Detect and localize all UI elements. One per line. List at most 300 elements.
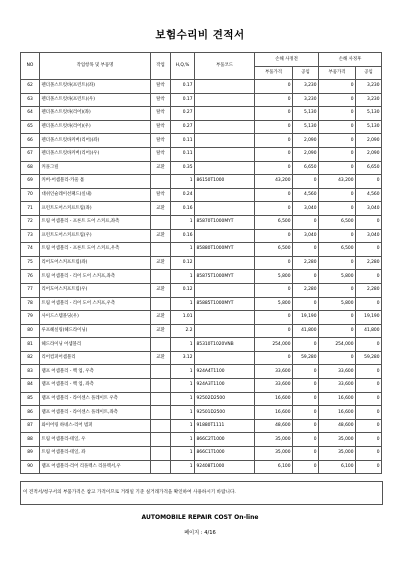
row-after-part-price: 0: [319, 188, 356, 202]
row-before-labor: 0: [293, 297, 319, 311]
row-part-code: 85875T1000MYT: [195, 270, 255, 284]
footer-note: 이 견적서/청구서의 부품가격은 참고 가격이므로 거래일 기준 실거래가격을 확인하여 사용하시기 바랍니다.: [20, 481, 383, 505]
table-row: [21, 243, 382, 257]
row-before-part-price: 16,600: [255, 392, 293, 406]
row-no: 86: [21, 406, 40, 420]
row-part-code: [195, 120, 255, 134]
row-item-name: 사이드스텝몰딩(우): [40, 311, 151, 325]
row-no: 84: [21, 379, 40, 393]
row-hq: 0.11: [171, 134, 195, 148]
table-row: [21, 311, 382, 325]
table-row: [21, 283, 382, 297]
row-no: 76: [21, 270, 40, 284]
row-before-labor: 0: [293, 406, 319, 420]
row-no: 63: [21, 93, 40, 107]
header-before-part-price: 부품가격: [255, 67, 293, 80]
row-before-labor: 0: [293, 392, 319, 406]
row-item-name: 트림 어셈블리-테일, 좌: [40, 447, 151, 461]
row-part-code: [195, 229, 255, 243]
row-work: 교환: [151, 351, 171, 365]
row-item-name: 펜더몰스트럿바(리어)(우): [40, 120, 151, 134]
row-after-labor: 0: [356, 215, 382, 229]
header-code: 부품코드: [195, 53, 255, 80]
row-work: 탈착: [151, 188, 171, 202]
row-hq: 0.27: [171, 107, 195, 121]
row-before-labor: 2,280: [293, 256, 319, 270]
row-after-part-price: 35,000: [319, 447, 356, 461]
row-after-part-price: 0: [319, 256, 356, 270]
row-after-part-price: 35,000: [319, 433, 356, 447]
row-before-part-price: 0: [255, 324, 293, 338]
row-hq: 1: [171, 447, 195, 461]
row-work: 교환: [151, 324, 171, 338]
row-after-labor: 3,040: [356, 229, 382, 243]
row-no: 83: [21, 365, 40, 379]
table-row: [21, 93, 382, 107]
row-item-name: 트림 어셈블리 - 프론트 도어 스커프,우측: [40, 243, 151, 257]
row-part-code: 85880T1000MYT: [195, 243, 255, 257]
row-before-labor: 0: [293, 243, 319, 257]
row-before-labor: 59,280: [293, 351, 319, 365]
row-before-labor: 3,230: [293, 80, 319, 94]
row-before-part-price: 5,800: [255, 297, 293, 311]
row-after-labor: 0: [356, 270, 382, 284]
header-work: 작업: [151, 53, 171, 80]
row-hq: 0.16: [171, 229, 195, 243]
row-before-labor: 0: [293, 460, 319, 474]
row-after-labor: 0: [356, 297, 382, 311]
row-item-name: 와이어링 하네스-리어 범퍼: [40, 419, 151, 433]
row-part-code: [195, 256, 255, 270]
row-work: 탈착: [151, 120, 171, 134]
table-row: [21, 80, 382, 94]
row-after-labor: 2,280: [356, 283, 382, 297]
row-no: 73: [21, 229, 40, 243]
row-after-part-price: 0: [319, 147, 356, 161]
row-no: 88: [21, 433, 40, 447]
row-after-labor: 0: [356, 447, 382, 461]
row-after-labor: 41,800: [356, 324, 382, 338]
row-before-part-price: 6,500: [255, 243, 293, 257]
row-part-code: [195, 147, 255, 161]
row-no: 67: [21, 147, 40, 161]
row-after-labor: 0: [356, 406, 382, 420]
row-hq: 0.16: [171, 202, 195, 216]
row-work: 교환: [151, 283, 171, 297]
row-no: 65: [21, 120, 40, 134]
row-after-labor: 0: [356, 392, 382, 406]
row-work: 교환: [151, 202, 171, 216]
row-work: 탈착: [151, 80, 171, 94]
row-hq: 3.12: [171, 351, 195, 365]
row-item-name: 펜더몰스트럿바커버(리어)(우): [40, 147, 151, 161]
row-hq: 0.27: [171, 120, 195, 134]
row-no: 80: [21, 324, 40, 338]
row-no: 87: [21, 419, 40, 433]
row-after-part-price: 0: [319, 324, 356, 338]
row-after-part-price: 0: [319, 107, 356, 121]
row-hq: 1: [171, 243, 195, 257]
row-part-code: [195, 188, 255, 202]
row-before-part-price: 35,000: [255, 447, 293, 461]
row-part-code: 92501D2500: [195, 406, 255, 420]
row-item-name: 펜더몰스트럿바커버(리어)(좌): [40, 134, 151, 148]
row-after-labor: 6,650: [356, 161, 382, 175]
row-after-labor: 3,230: [356, 80, 382, 94]
row-before-labor: 2,090: [293, 147, 319, 161]
row-hq: 1: [171, 460, 195, 474]
row-after-part-price: 33,600: [319, 365, 356, 379]
row-no: 68: [21, 161, 40, 175]
row-before-part-price: 0: [255, 134, 293, 148]
table-row: [21, 406, 382, 420]
row-before-part-price: 0: [255, 256, 293, 270]
row-hq: 1: [171, 406, 195, 420]
row-hq: 1: [171, 365, 195, 379]
row-item-name: 트림 어셈블리 - 리어 도어 스커프,좌측: [40, 270, 151, 284]
row-before-part-price: 33,600: [255, 365, 293, 379]
row-after-labor: 0: [356, 460, 382, 474]
row-after-part-price: 6,100: [319, 460, 356, 474]
row-after-labor: 0: [356, 175, 382, 189]
row-after-part-price: 254,000: [319, 338, 356, 352]
row-hq: 0.24: [171, 188, 195, 202]
row-before-part-price: 0: [255, 202, 293, 216]
row-after-labor: 3,040: [356, 202, 382, 216]
row-hq: 0.12: [171, 283, 195, 297]
row-before-part-price: 0: [255, 188, 293, 202]
row-before-labor: 5,130: [293, 107, 319, 121]
row-work: 탈착: [151, 93, 171, 107]
row-before-labor: 3,040: [293, 202, 319, 216]
table-row: [21, 256, 382, 270]
row-part-code: [195, 134, 255, 148]
row-before-part-price: 0: [255, 80, 293, 94]
row-no: 82: [21, 351, 40, 365]
row-item-name: 램프 어셈블리 - 라이센스 플레이트,좌측: [40, 406, 151, 420]
table-row: [21, 392, 382, 406]
row-before-labor: 2,090: [293, 134, 319, 148]
row-after-part-price: 0: [319, 120, 356, 134]
row-item-name: 램프 어셈블리-리어 리플렉스 리플렉서,우: [40, 460, 151, 474]
row-hq: 1: [171, 215, 195, 229]
row-part-code: 866C2T1000: [195, 433, 255, 447]
row-part-code: 85885T1000MYT: [195, 297, 255, 311]
row-after-labor: 2,090: [356, 134, 382, 148]
row-after-part-price: 0: [319, 202, 356, 216]
row-no: 74: [21, 243, 40, 257]
row-before-part-price: 0: [255, 161, 293, 175]
row-part-code: [195, 283, 255, 297]
row-before-labor: 0: [293, 175, 319, 189]
row-before-labor: 3,230: [293, 93, 319, 107]
row-before-part-price: 0: [255, 229, 293, 243]
header-damage-after: 손해 사정후: [319, 53, 382, 67]
row-work: 교환: [151, 229, 171, 243]
row-after-part-price: 0: [319, 229, 356, 243]
table-row: [21, 270, 382, 284]
row-before-part-price: 0: [255, 120, 293, 134]
header-damage-before: 손해 사정전: [255, 53, 319, 67]
row-item-name: 펜더몰스트럿바(프런트)(우): [40, 93, 151, 107]
row-before-labor: 3,040: [293, 229, 319, 243]
row-no: 89: [21, 447, 40, 461]
row-part-code: [195, 93, 255, 107]
row-work: 탈착: [151, 107, 171, 121]
row-part-code: [195, 351, 255, 365]
header-after-labor: 공임: [356, 67, 382, 80]
row-after-part-price: 0: [319, 80, 356, 94]
row-before-labor: 0: [293, 338, 319, 352]
row-part-code: 866C1T1000: [195, 447, 255, 461]
row-no: 75: [21, 256, 40, 270]
table-row: [21, 338, 382, 352]
page-title: 보험수리비 견적서: [155, 29, 245, 41]
row-no: 62: [21, 80, 40, 94]
row-hq: 1: [171, 419, 195, 433]
row-after-labor: 0: [356, 365, 382, 379]
row-after-part-price: 6,500: [319, 215, 356, 229]
row-before-part-price: 0: [255, 351, 293, 365]
row-work: [151, 447, 171, 461]
row-work: [151, 243, 171, 257]
row-after-labor: 5,130: [356, 120, 382, 134]
row-after-part-price: 16,600: [319, 392, 356, 406]
row-item-name: 펜더몰스트럿바(리어)(좌): [40, 107, 151, 121]
row-before-labor: 41,800: [293, 324, 319, 338]
row-work: [151, 406, 171, 420]
row-after-labor: 4,560: [356, 188, 382, 202]
row-work: [151, 175, 171, 189]
row-part-code: 924A4T1100: [195, 365, 255, 379]
table-row: [21, 202, 382, 216]
row-before-labor: 19,190: [293, 311, 319, 325]
row-before-labor: 0: [293, 433, 319, 447]
row-part-code: [195, 311, 255, 325]
row-no: 81: [21, 338, 40, 352]
row-part-code: 86150T1000: [195, 175, 255, 189]
row-before-part-price: 0: [255, 93, 293, 107]
row-part-code: [195, 324, 255, 338]
row-item-name: 리어컴퍼어셈블리: [40, 351, 151, 365]
row-hq: 1.01: [171, 311, 195, 325]
row-hq: 0.17: [171, 93, 195, 107]
header-after-part-price: 부품가격: [319, 67, 356, 80]
page-number: 페이지 : 4/16: [184, 530, 216, 536]
row-before-part-price: 35,000: [255, 433, 293, 447]
row-work: 탈착: [151, 134, 171, 148]
row-work: [151, 297, 171, 311]
row-part-code: [195, 202, 255, 216]
row-no: 77: [21, 283, 40, 297]
row-before-part-price: 33,600: [255, 379, 293, 393]
table-row: [21, 447, 382, 461]
row-no: 69: [21, 175, 40, 189]
row-after-part-price: 16,600: [319, 406, 356, 420]
table-row: [21, 120, 382, 134]
row-before-part-price: 0: [255, 107, 293, 121]
row-after-labor: 2,090: [356, 147, 382, 161]
header-item: 작업항목 및 부품명: [40, 53, 151, 80]
table-row: [21, 107, 382, 121]
table-row: [21, 161, 382, 175]
row-part-code: [195, 161, 255, 175]
row-item-name: 램프 어셈블리 - 백 업, 우측: [40, 365, 151, 379]
row-work: [151, 365, 171, 379]
row-before-labor: 0: [293, 365, 319, 379]
row-before-labor: 2,280: [293, 283, 319, 297]
table-row: [21, 215, 382, 229]
header-before-labor: 공임: [293, 67, 319, 80]
row-before-labor: 0: [293, 419, 319, 433]
row-before-part-price: 6,500: [255, 215, 293, 229]
row-work: 교환: [151, 161, 171, 175]
row-part-code: 92408T1000: [195, 460, 255, 474]
row-after-part-price: 5,800: [319, 297, 356, 311]
table-row: [21, 175, 382, 189]
row-after-part-price: 0: [319, 351, 356, 365]
row-item-name: 트림 어셈블리 - 리어 도어 스커프,우측: [40, 297, 151, 311]
row-no: 90: [21, 460, 40, 474]
row-work: [151, 379, 171, 393]
header-no: NO: [21, 53, 40, 80]
row-after-labor: 0: [356, 419, 382, 433]
row-before-labor: 0: [293, 215, 319, 229]
row-hq: 1: [171, 270, 195, 284]
row-hq: 0.17: [171, 80, 195, 94]
table-row: [21, 229, 382, 243]
row-before-part-price: 43,200: [255, 175, 293, 189]
row-hq: 1: [171, 379, 195, 393]
row-work: 교환: [151, 256, 171, 270]
row-item-name: 프런트도어스커프트립(우): [40, 229, 151, 243]
row-item-name: 램프 어셈블리 - 백 업, 좌측: [40, 379, 151, 393]
row-part-code: 85870T1000MYT: [195, 215, 255, 229]
table-row: [21, 433, 382, 447]
row-hq: 1: [171, 433, 195, 447]
row-hq: 2.2: [171, 324, 195, 338]
row-after-part-price: 0: [319, 161, 356, 175]
row-no: 79: [21, 311, 40, 325]
table-row: [21, 379, 382, 393]
table-row: [21, 351, 382, 365]
row-item-name: 펜더몰스트럿바(프런트)(좌): [40, 80, 151, 94]
row-after-part-price: 0: [319, 93, 356, 107]
row-item-name: 트림 어셈블리-테일, 우: [40, 433, 151, 447]
row-before-labor: 4,560: [293, 188, 319, 202]
brand-label: AUTOMOBILE REPAIR COST On-line: [141, 514, 259, 521]
row-work: [151, 215, 171, 229]
row-after-labor: 0: [356, 379, 382, 393]
row-after-labor: 2,280: [356, 256, 382, 270]
table-row: [21, 365, 382, 379]
row-work: 탈착: [151, 147, 171, 161]
row-after-part-price: 0: [319, 134, 356, 148]
row-before-part-price: 48,600: [255, 419, 293, 433]
row-before-part-price: 6,100: [255, 460, 293, 474]
row-after-labor: 0: [356, 243, 382, 257]
row-hq: 0.11: [171, 147, 195, 161]
table-row: [21, 297, 382, 311]
table-row: [21, 324, 382, 338]
row-item-name: 헤드라이닝 어셈블리: [40, 338, 151, 352]
row-after-part-price: 6,500: [319, 243, 356, 257]
row-item-name: 리어도어스커프트립(좌): [40, 256, 151, 270]
row-item-name: 커버-어셈블리-카울 톱: [40, 175, 151, 189]
table-row: [21, 134, 382, 148]
row-part-code: 92502D2500: [195, 392, 255, 406]
table-row: [21, 188, 382, 202]
table-row: [21, 147, 382, 161]
row-after-labor: 3,230: [356, 93, 382, 107]
row-before-part-price: 0: [255, 311, 293, 325]
row-item-name: 리어도어스커프트립(우): [40, 283, 151, 297]
row-hq: 1: [171, 338, 195, 352]
row-item-name: 트림 어셈블리 - 프론트 도어 스커프,좌측: [40, 215, 151, 229]
row-after-labor: 0: [356, 433, 382, 447]
row-item-name: 램프 어셈블리 - 라이센스 플레이트 우측: [40, 392, 151, 406]
row-before-labor: 0: [293, 379, 319, 393]
row-no: 72: [21, 215, 40, 229]
row-hq: 0.35: [171, 161, 195, 175]
row-part-code: [195, 107, 255, 121]
row-item-name: 루프헤실링(헤드라이닝): [40, 324, 151, 338]
row-hq: 1: [171, 297, 195, 311]
row-no: 64: [21, 107, 40, 121]
row-item-name: 대쉬인슐레이션패드(실내): [40, 188, 151, 202]
row-work: [151, 270, 171, 284]
row-before-part-price: 0: [255, 147, 293, 161]
row-before-labor: 6,650: [293, 161, 319, 175]
row-part-code: 85310T1020VNB: [195, 338, 255, 352]
row-hq: 0.12: [171, 256, 195, 270]
row-work: [151, 460, 171, 474]
row-item-name: 커플그릴: [40, 161, 151, 175]
row-work: 교환: [151, 311, 171, 325]
row-work: [151, 433, 171, 447]
row-after-part-price: 43,200: [319, 175, 356, 189]
row-after-labor: 0: [356, 338, 382, 352]
row-before-labor: 0: [293, 270, 319, 284]
header-hq: H,Q,%: [171, 53, 195, 80]
row-after-part-price: 33,600: [319, 379, 356, 393]
row-work: [151, 338, 171, 352]
table-row: [21, 419, 382, 433]
row-after-part-price: 5,800: [319, 270, 356, 284]
estimate-table: [20, 52, 382, 474]
table-row: [21, 460, 382, 474]
row-no: 78: [21, 297, 40, 311]
row-after-labor: 19,190: [356, 311, 382, 325]
row-part-code: 91880T1111: [195, 419, 255, 433]
row-work: [151, 419, 171, 433]
row-after-part-price: 48,600: [319, 419, 356, 433]
row-item-name: 프런트도어스커프트립(좌): [40, 202, 151, 216]
row-after-labor: 5,130: [356, 107, 382, 121]
row-hq: 1: [171, 175, 195, 189]
row-after-part-price: 0: [319, 283, 356, 297]
row-no: 71: [21, 202, 40, 216]
row-hq: 1: [171, 392, 195, 406]
row-part-code: 924A3T1100: [195, 379, 255, 393]
row-before-labor: 0: [293, 447, 319, 461]
row-after-part-price: 0: [319, 311, 356, 325]
row-no: 66: [21, 134, 40, 148]
row-part-code: [195, 80, 255, 94]
row-before-part-price: 5,800: [255, 270, 293, 284]
row-before-labor: 5,130: [293, 120, 319, 134]
row-no: 70: [21, 188, 40, 202]
